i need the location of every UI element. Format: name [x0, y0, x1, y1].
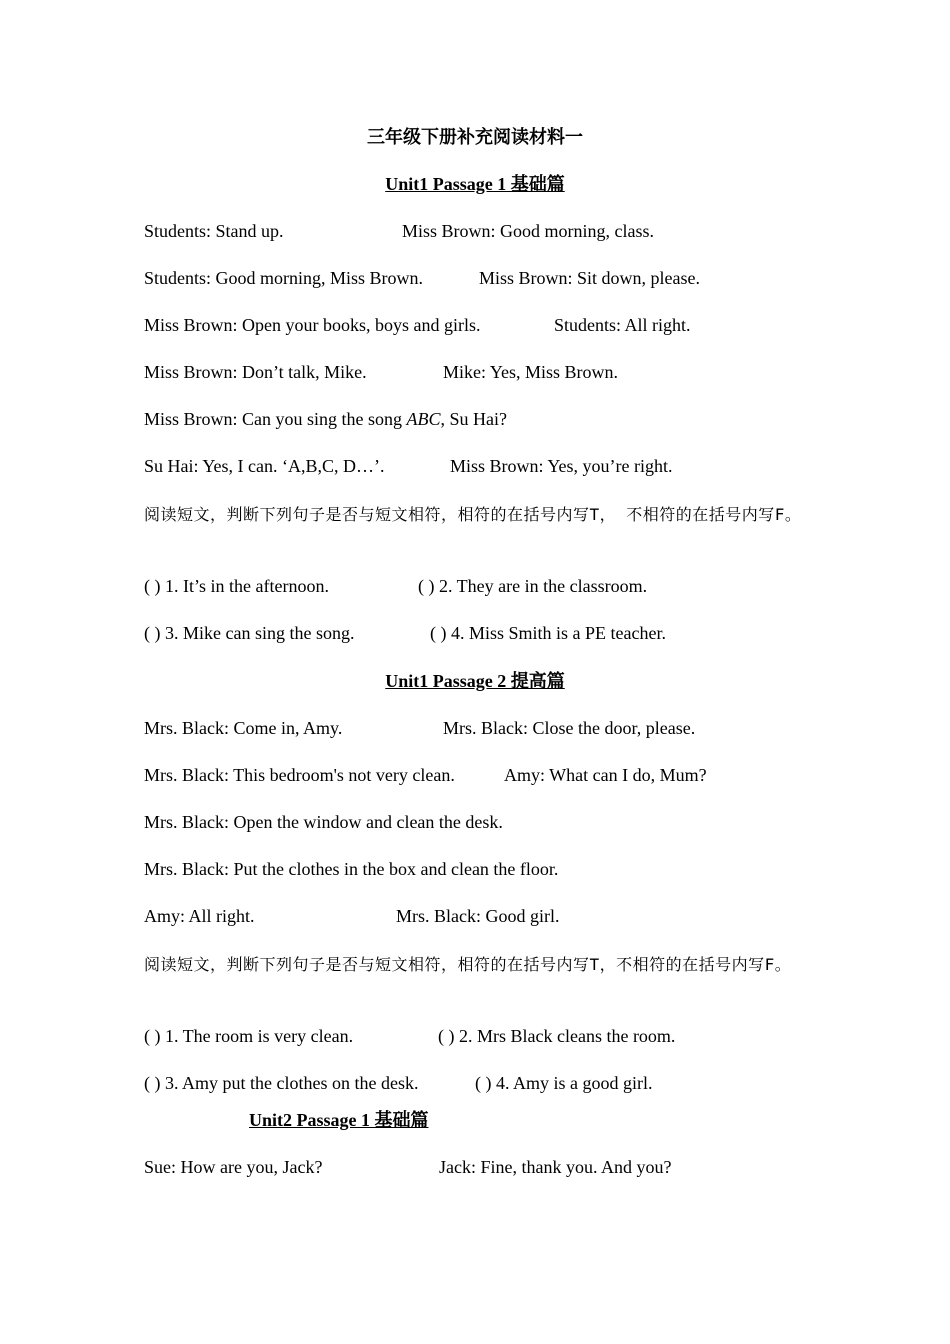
dialogue-left: Miss Brown: Open your books, boys and girls. — [144, 315, 481, 335]
dialogue-left: Students: Stand up. — [144, 221, 284, 241]
dialogue-right: Mrs. Black: Good girl. — [396, 906, 560, 926]
section-heading-u1p1: Unit1 Passage 1 基础篇 — [385, 174, 565, 194]
section-heading-u2p1: Unit2 Passage 1 基础篇 — [249, 1110, 429, 1130]
question-left: ( ) 1. It’s in the afternoon. — [144, 576, 329, 596]
dialogue-right: Miss Brown: Good morning, class. — [402, 221, 654, 241]
question-right: ( ) 2. Mrs Black cleans the room. — [438, 1026, 676, 1046]
dialogue-right: Amy: What can I do, Mum? — [504, 765, 707, 785]
song-line-pre: Miss Brown: Can you sing the song — [144, 409, 407, 429]
question-right: ( ) 2. They are in the classroom. — [418, 576, 648, 596]
dialogue-right: Miss Brown: Yes, you’re right. — [450, 456, 673, 476]
question-line — [144, 1025, 676, 1047]
dialogue-line — [144, 811, 503, 833]
dialogue-left: Amy: All right. — [144, 906, 255, 926]
dialogue-right: Mrs. Black: Close the door, please. — [443, 718, 696, 738]
dialogue-left: Students: Good morning, Miss Brown. — [144, 268, 424, 288]
dialogue-line — [144, 764, 707, 786]
dialogue-line — [144, 858, 558, 880]
dialogue-line — [144, 455, 673, 477]
dialogue-line — [144, 717, 696, 739]
question-left: ( ) 3. Mike can sing the song. — [144, 623, 355, 643]
question-left: ( ) 1. The room is very clean. — [144, 1026, 354, 1046]
question-left: ( ) 3. Amy put the clothes on the desk. — [144, 1073, 419, 1093]
dialogue-line — [144, 267, 701, 289]
dialogue-line — [144, 905, 560, 927]
dialogue-left: Sue: How are you, Jack? — [144, 1157, 323, 1177]
section-heading-u1p2: Unit1 Passage 2 提高篇 — [385, 671, 565, 691]
question-line — [144, 622, 666, 644]
instruction-text: 阅读短文，判断下列句子是否与短文相符，相符的在括号内写T， 不相符的在括号内写F。 — [144, 505, 802, 524]
question-right: ( ) 4. Miss Smith is a PE teacher. — [430, 623, 666, 643]
dialogue-line — [144, 408, 507, 430]
dialogue-left: Mrs. Black: This bedroom's not very clean. — [144, 765, 455, 785]
dialogue-left: Su Hai: Yes, I can. ‘A,B,C, D…’. — [144, 456, 385, 476]
dialogue-right: Mike: Yes, Miss Brown. — [443, 362, 619, 382]
song-line-post: , Su Hai? — [440, 409, 508, 429]
dialogue-left: Mrs. Black: Put the clothes in the box and clean the floor. — [144, 859, 559, 879]
question-line — [144, 575, 648, 597]
dialogue-left: Miss Brown: Don’t talk, Mike. — [144, 362, 367, 382]
dialogue-line — [144, 220, 654, 242]
document-title: 三年级下册补充阅读材料一 — [367, 127, 583, 147]
dialogue-left: Mrs. Black: Open the window and clean the desk. — [144, 812, 503, 832]
dialogue-right: Students: All right. — [554, 315, 691, 335]
instruction-text: 阅读短文，判断下列句子是否与短文相符，相符的在括号内写T，不相符的在括号内写F。 — [144, 955, 792, 974]
question-right: ( ) 4. Amy is a good girl. — [475, 1073, 653, 1093]
dialogue-right: Jack: Fine, thank you. And you? — [439, 1157, 672, 1177]
dialogue-line — [144, 314, 691, 336]
question-line — [144, 1072, 653, 1094]
dialogue-line — [144, 1156, 672, 1178]
dialogue-left: Mrs. Black: Come in, Amy. — [144, 718, 343, 738]
dialogue-line — [144, 361, 619, 383]
song-name: ABC — [406, 409, 441, 429]
dialogue-right: Miss Brown: Sit down, please. — [479, 268, 701, 288]
